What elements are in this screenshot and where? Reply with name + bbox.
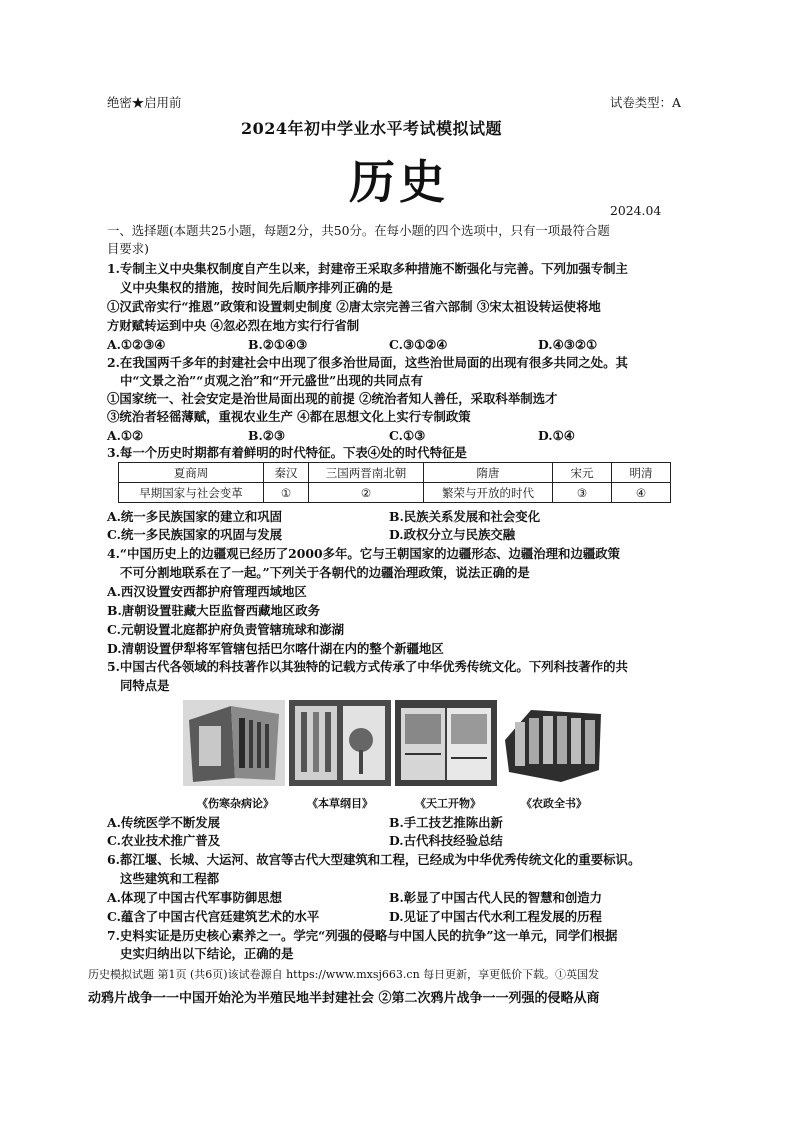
- caption-shanghan: 《伤寒杂病论》: [197, 797, 274, 810]
- q3-stem: 3.每一个历史时期都有着鲜明的时代特征。下表④处的时代特征是: [107, 445, 467, 460]
- subject-title: 历史: [349, 155, 449, 209]
- q4-stem-2: 不可分割地联系在了一起。”下列关于各朝代的边疆治理政策，说法正确的是: [120, 565, 530, 580]
- bencao-book-image: [289, 700, 391, 786]
- q6-option-d: D.见证了中国古代水利工程发展的历程: [389, 909, 602, 924]
- footer-continuation: 动鸦片战争一一中国开始沦为半殖民地半封建社会 ②第二次鸦片战争一一列强的侵略从商: [88, 991, 600, 1006]
- q6-option-a: A.体现了中国古代军事防御思想: [107, 890, 283, 905]
- era-cell: 早期国家与社会变革: [119, 483, 264, 503]
- q5-option-b: B.手工技艺推陈出新: [389, 815, 503, 830]
- q2-option-d: D.①④: [538, 428, 575, 443]
- q2-stem-2: 中“文景之治”“贞观之治”和“开元盛世”出现的共同点有: [120, 373, 423, 388]
- q4-option-a: A.西汉设置安西都护府管理西域地区: [107, 584, 307, 599]
- q2-statements: ①国家统一、社会安定是治世局面出现的前提 ②统治者知人善任，采取科举制选才: [107, 391, 558, 406]
- q3-option-b: B.民族关系发展和社会变化: [389, 509, 541, 524]
- exam-date: 2024.04: [610, 203, 662, 218]
- q2-option-b: B.②③: [248, 428, 286, 443]
- q1-option-c: C.③①②④: [389, 337, 448, 352]
- q4-option-b: B.唐朝设置驻藏大臣监督西藏地区政务: [107, 603, 321, 618]
- shanghan-book-image: [183, 700, 285, 786]
- era-cell: ④: [612, 483, 671, 503]
- q6-option-c: C.蕴含了中国古代宫廷建筑艺术的水平: [107, 909, 320, 924]
- exam-title: 2024年初中学业水平考试模拟试题: [241, 119, 503, 138]
- page-footer: 历史模拟试题 第1页 (共6页)该试卷源自 https://www.mxsj663.cn 每日更新，享更低价下载。①英国发: [88, 968, 600, 981]
- q6-stem: 6.都江堰、长城、大运河、故宫等古代大型建筑和工程，已经成为中华优秀传统文化的重要标识。: [107, 852, 641, 867]
- tiangong-book-image: [395, 700, 497, 786]
- q3-option-d: D.政权分立与民族交融: [389, 527, 516, 542]
- era-cell: 秦汉: [264, 463, 309, 483]
- era-cell: ②: [309, 483, 424, 503]
- q4-option-d: D.清朝设置伊犁将军管辖包括巴尔喀什湖在内的整个新疆地区: [107, 641, 444, 656]
- q6-option-b: B.彰显了中国古代人民的智慧和创造力: [389, 890, 603, 905]
- q1-stem: 1.专制主义中央集权制度自产生以来，封建帝王采取多种措施不断强化与完善。下列加强专制主: [107, 261, 628, 276]
- q2-stem: 2.在我国两千多年的封建社会中出现了很多治世局面，这些治世局面的出现有很多共同之处。其: [107, 355, 628, 370]
- era-cell: 明清: [612, 463, 671, 483]
- q2-option-a: A.①②: [107, 428, 144, 443]
- nongzheng-book-image: [501, 700, 605, 786]
- q5-option-c: C.农业技术推广普及: [107, 833, 221, 848]
- q3-option-a: A.统一多民族国家的建立和巩固: [107, 509, 283, 524]
- q7-stem-2: 史实归纳出以下结论，正确的是: [120, 946, 294, 961]
- q1-option-a: A.①②③④: [107, 337, 166, 352]
- era-table-header-row: [119, 463, 671, 483]
- era-cell: 繁荣与开放的时代: [424, 483, 553, 503]
- era-cell: 夏商周: [119, 463, 264, 483]
- q4-option-c: C.元朝设置北庭都护府负责管辖琉球和澎湖: [107, 622, 344, 637]
- caption-bencao: 《本草纲目》: [307, 797, 373, 810]
- q6-stem-2: 这些建筑和工程都: [120, 871, 220, 886]
- caption-nongzheng: 《农政全书》: [521, 797, 587, 810]
- q5-stem-2: 同特点是: [120, 678, 170, 693]
- q2-statements-2: ③统治者轻徭薄赋，重视农业生产 ④都在思想文化上实行专制政策: [107, 409, 471, 424]
- era-cell: 隋唐: [424, 463, 553, 483]
- paper-type: 试卷类型：A: [610, 95, 681, 110]
- era-cell: ③: [553, 483, 612, 503]
- q1-statements: ①汉武帝实行“推恩”政策和设置刺史制度 ②唐太宗完善三省六部制 ③宋太祖设转运使将地: [107, 299, 601, 314]
- q5-option-a: A.传统医学不断发展: [107, 815, 221, 830]
- q1-statements-2: 方财赋转运到中央 ④忽必烈在地方实行行省制: [107, 318, 360, 333]
- section-heading-line1: 一、选择题(本题共25小题，每题2分，共50分。在每小题的四个选项中，只有一项最符合题: [107, 223, 610, 238]
- q2-option-c: C.①③: [389, 428, 426, 443]
- era-cell: 三国两晋南北朝: [309, 463, 424, 483]
- section-heading-line2: 目要求): [107, 241, 150, 256]
- caption-tiangong: 《天工开物》: [415, 797, 481, 810]
- era-table: [118, 462, 671, 503]
- q7-stem: 7.史料实证是历史核心素养之一。学完“列强的侵略与中国人民的抗争”这一单元，同学们根据: [107, 928, 618, 943]
- q5-option-d: D.古代科技经验总结: [389, 833, 503, 848]
- q5-stem: 5.中国古代各领域的科技著作以其独特的记载方式传承了中华优秀传统文化。下列科技著作的共: [107, 659, 628, 674]
- confidential-mark: 绝密★启用前: [107, 95, 182, 110]
- q3-option-c: C.统一多民族国家的巩固与发展: [107, 527, 283, 542]
- q1-stem-2: 义中央集权的措施，按时间先后顺序排列正确的是: [120, 280, 393, 295]
- era-cell: 宋元: [553, 463, 612, 483]
- q1-option-d: D.④③②①: [538, 337, 598, 352]
- q4-stem: 4.“中国历史上的边疆观已经历了2000多年。它与王朝国家的边疆形态、边疆治理和边疆政策: [107, 546, 621, 561]
- era-table-row: [119, 483, 671, 503]
- q1-option-b: B.②①④③: [248, 337, 308, 352]
- era-cell: ①: [264, 483, 309, 503]
